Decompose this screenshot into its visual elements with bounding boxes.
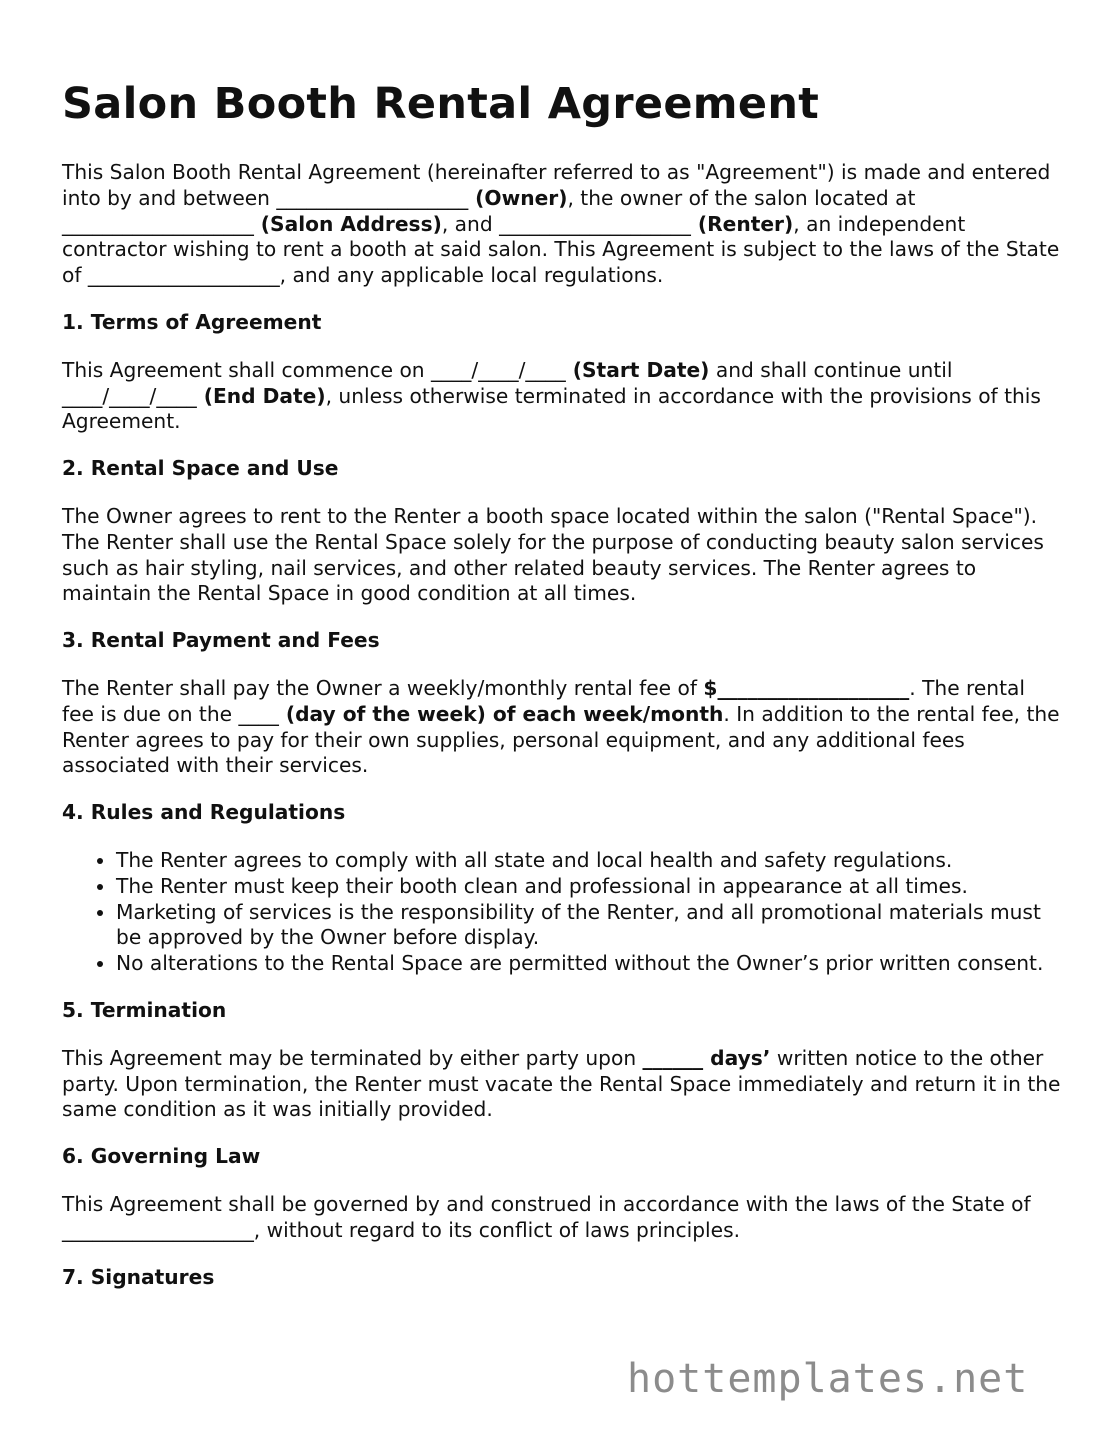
list-item: • The Renter agrees to comply with all state and local health and safety regulations.	[116, 848, 1062, 874]
list-item: • No alterations to the Rental Space are permitted without the Owner’s prior written consent.	[116, 951, 1062, 977]
section-heading: 1. Terms of Agreement	[62, 309, 322, 334]
renter-blank: ___________________	[499, 211, 691, 236]
termination-paragraph: This Agreement may be terminated by either party upon ______ days’ written notice to the other party. Upon termination, the Renter must vacate the Rental Space immediately and return it in the same condition as it was initially provided.	[62, 1045, 1061, 1122]
end-date-blank: ____/____/____	[62, 383, 197, 408]
payment-paragraph: The Renter shall pay the Owner a weekly/monthly rental fee of $___________________. The rental fee is due on the ____ (day of the week) of each week/month. In addition to the rental fee, the Renter agrees to pay for their own supplies, personal equipment, and any additional fees associated with their services.	[62, 675, 1060, 778]
intro-paragraph: This Salon Booth Rental Agreement (hereinafter referred to as "Agreement") is made and entered into by and between ___________________ (Owner), the owner of the salon located at ___________________ (Salon Address), and ___________________ (Renter), an independent contractor wishing to rent a booth at said salon. This Agreement is subject to the laws of the State of ___________________, and any applicable local regulations.	[62, 160, 1060, 288]
owner-blank: ___________________	[276, 185, 469, 210]
terms-paragraph: This Agreement shall commence on ____/____/____ (Start Date) and shall continue until ____/____/____ (End Date), unless otherwise terminated in accordance with the provisions of this Agreement.	[62, 357, 1041, 434]
list-item: • Marketing of services is the responsibility of the Renter, and all promotional materials must be approved by the Owner before display.	[116, 900, 1062, 952]
section-heading: 5. Termination	[62, 997, 227, 1022]
section-heading: 4. Rules and Regulations	[62, 800, 346, 825]
section-heading: 6. Governing Law	[62, 1144, 261, 1169]
due-day-blank: ____	[238, 701, 279, 726]
rental-space-paragraph: The Owner agrees to rent to the Renter a booth space located within the salon ("Rental Space"). The Renter shall use the Rental Space solely for the purpose of conducting beauty salon services such as hair styling, nail services, and other related beauty services. The Renter agrees to maintain the Rental Space in good condition at all times.	[62, 503, 1044, 606]
document-title: Salon Booth Rental Agreement	[62, 79, 820, 129]
document-page	[62, 78, 1062, 1290]
law-state-blank: ___________________	[62, 1217, 254, 1242]
watermark: hottemplates.net	[627, 1356, 1029, 1402]
section-heading: 3. Rental Payment and Fees	[62, 628, 380, 653]
section-heading: 2. Rental Space and Use	[62, 456, 339, 481]
notice-days-blank: ______ days’	[642, 1045, 771, 1070]
start-date-blank: ____/____/____	[431, 357, 566, 382]
rules-list	[62, 848, 1062, 977]
section-heading: 7. Signatures	[62, 1264, 215, 1289]
state-blank: ___________________	[87, 263, 280, 288]
fee-blank: $___________________	[703, 675, 910, 700]
address-blank: ___________________	[62, 211, 254, 236]
list-item: • The Renter must keep their booth clean and professional in appearance at all times.	[116, 874, 1062, 900]
governing-law-paragraph: This Agreement shall be governed by and construed in accordance with the laws of the State of ___________________, without regard to its conflict of laws principles.	[62, 1191, 1031, 1242]
